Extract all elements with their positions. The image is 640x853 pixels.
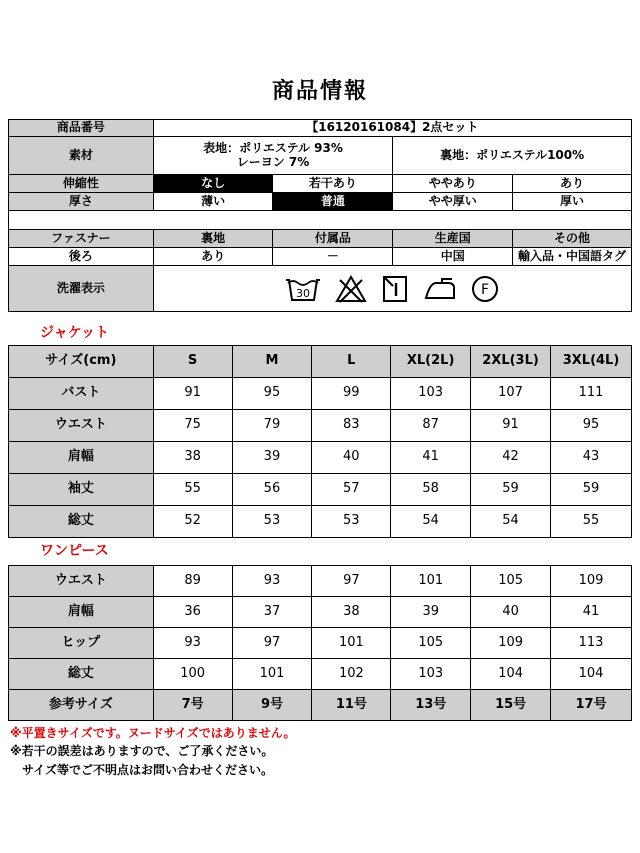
thickness-label: 厚さ — [9, 193, 154, 211]
table-cell: 42 — [471, 442, 551, 474]
table-cell: 37 — [232, 597, 312, 628]
table-cell: 40 — [471, 597, 551, 628]
table-cell: 95 — [232, 378, 312, 410]
table-cell: 38 — [153, 442, 232, 474]
outer-material-line1: 表地：ポリエステル 93% — [203, 140, 343, 155]
table-row — [9, 566, 632, 597]
table-cell: 104 — [551, 659, 632, 690]
ref-size-value: 7号 — [153, 690, 232, 721]
table-cell: 103 — [391, 659, 471, 690]
note-tolerance: ※若干の誤差はありますので、ご了承ください。 — [10, 744, 274, 758]
table-cell: 39 — [232, 442, 312, 474]
material-label: 素材 — [9, 137, 154, 175]
table-cell: 56 — [232, 474, 312, 506]
thickness-option: やや厚い — [393, 193, 513, 211]
table-cell: 105 — [471, 566, 551, 597]
table-cell: 59 — [551, 474, 632, 506]
lining-material: 裏地：ポリエステル100% — [393, 137, 632, 175]
ref-size-value: 13号 — [391, 690, 471, 721]
table-row — [9, 597, 632, 628]
note-flat-size: ※平置きサイズです。ヌードサイズではありません。 — [10, 726, 296, 740]
table-cell: 55 — [153, 474, 232, 506]
table-cell: 107 — [471, 378, 551, 410]
table-cell: 38 — [312, 597, 391, 628]
row-label: バスト — [9, 378, 154, 410]
stretch-option-selected: なし — [153, 175, 273, 193]
page-title: 商品情報 — [271, 79, 368, 104]
stretch-option: ややあり — [393, 175, 513, 193]
jacket-section-title: ジャケット — [40, 325, 110, 341]
row-label: ヒップ — [9, 628, 154, 659]
table-cell: 109 — [471, 628, 551, 659]
row-label: ウエスト — [9, 566, 154, 597]
row-label: 肩幅 — [9, 442, 154, 474]
onepiece-size-table — [8, 565, 632, 721]
table-cell: 39 — [391, 597, 471, 628]
table-cell: 40 — [312, 442, 391, 474]
hang-dry-icon — [380, 274, 410, 304]
table-cell: 95 — [551, 410, 632, 442]
table-cell: 57 — [312, 474, 391, 506]
washing-label: 洗濯表示 — [9, 266, 154, 312]
fastener-label: ファスナー — [9, 230, 154, 248]
table-cell: 52 — [153, 506, 232, 538]
washing-symbols — [153, 266, 631, 312]
table-cell: 36 — [153, 597, 232, 628]
onepiece-section-title: ワンピース — [40, 543, 109, 559]
note-contact: サイズ等でご不明点はお問い合わせください。 — [22, 763, 274, 777]
reference-size-row — [9, 690, 632, 721]
table-cell: 111 — [551, 378, 632, 410]
table-cell: 87 — [391, 410, 471, 442]
lining-value: あり — [153, 248, 273, 266]
table-cell: 103 — [391, 378, 471, 410]
product-no-value: 【16120161084】2点セット — [153, 120, 631, 137]
table-cell: 101 — [391, 566, 471, 597]
wash-temp-text: 30 — [296, 286, 311, 300]
row-label: 袖丈 — [9, 474, 154, 506]
stretch-option: 若干あり — [273, 175, 393, 193]
table-cell: 91 — [471, 410, 551, 442]
row-label: 総丈 — [9, 659, 154, 690]
table-row — [9, 659, 632, 690]
origin-value: 中国 — [393, 248, 513, 266]
table-row — [9, 410, 632, 442]
size-header: 3XL(4L) — [551, 346, 632, 378]
size-header: XL(2L) — [391, 346, 471, 378]
table-cell: 43 — [551, 442, 632, 474]
product-info-table — [8, 119, 632, 312]
table-cell: 89 — [153, 566, 232, 597]
ref-size-value: 17号 — [551, 690, 632, 721]
table-cell: 79 — [232, 410, 312, 442]
no-bleach-icon — [334, 274, 368, 304]
ref-size-value: 15号 — [471, 690, 551, 721]
table-cell: 101 — [232, 659, 312, 690]
table-cell: 100 — [153, 659, 232, 690]
dry-clean-letter: F — [481, 281, 490, 298]
table-cell: 58 — [391, 474, 471, 506]
stretch-option: あり — [513, 175, 632, 193]
row-label: 総丈 — [9, 506, 154, 538]
table-cell: 109 — [551, 566, 632, 597]
table-cell: 113 — [551, 628, 632, 659]
table-cell: 54 — [471, 506, 551, 538]
spacer-row — [9, 211, 632, 230]
table-cell: 99 — [312, 378, 391, 410]
row-label: ウエスト — [9, 410, 154, 442]
stretch-label: 伸縮性 — [9, 175, 154, 193]
ref-size-value: 9号 — [232, 690, 312, 721]
ref-size-value: 11号 — [312, 690, 391, 721]
table-row — [9, 474, 632, 506]
size-header: M — [232, 346, 312, 378]
table-cell: 59 — [471, 474, 551, 506]
jacket-size-table — [8, 345, 632, 538]
ref-size-label: 参考サイズ — [9, 690, 154, 721]
table-row — [9, 378, 632, 410]
table-cell: 105 — [391, 628, 471, 659]
table-cell: 91 — [153, 378, 232, 410]
outer-material — [153, 137, 393, 175]
other-label: その他 — [513, 230, 632, 248]
table-row — [9, 442, 632, 474]
table-cell: 93 — [232, 566, 312, 597]
table-cell: 97 — [312, 566, 391, 597]
table-cell: 41 — [551, 597, 632, 628]
size-header: S — [153, 346, 232, 378]
outer-material-line2: レーヨン 7% — [236, 154, 310, 169]
table-cell: 41 — [391, 442, 471, 474]
table-cell: 53 — [232, 506, 312, 538]
table-cell: 101 — [312, 628, 391, 659]
table-cell: 83 — [312, 410, 391, 442]
fastener-value: 後ろ — [9, 248, 154, 266]
table-cell: 93 — [153, 628, 232, 659]
table-cell: 75 — [153, 410, 232, 442]
size-header-label: サイズ(cm) — [9, 346, 154, 378]
iron-icon — [422, 274, 458, 304]
accessories-label: 付属品 — [273, 230, 393, 248]
product-no-label: 商品番号 — [9, 120, 154, 137]
dry-clean-f-icon — [470, 274, 500, 304]
thickness-option: 厚い — [513, 193, 632, 211]
origin-label: 生産国 — [393, 230, 513, 248]
table-cell: 102 — [312, 659, 391, 690]
table-cell: 54 — [391, 506, 471, 538]
row-label: 肩幅 — [9, 597, 154, 628]
size-header: 2XL(3L) — [471, 346, 551, 378]
table-cell: 104 — [471, 659, 551, 690]
table-row — [9, 506, 632, 538]
table-cell: 53 — [312, 506, 391, 538]
thickness-option-selected: 普通 — [273, 193, 393, 211]
table-row — [9, 628, 632, 659]
lining-label: 裏地 — [153, 230, 273, 248]
wash-30-icon — [284, 274, 322, 304]
accessories-value: － — [273, 248, 393, 266]
table-cell: 55 — [551, 506, 632, 538]
thickness-option: 薄い — [153, 193, 273, 211]
size-header: L — [312, 346, 391, 378]
table-cell: 97 — [232, 628, 312, 659]
other-value: 輸入品・中国語タグ — [513, 248, 632, 266]
